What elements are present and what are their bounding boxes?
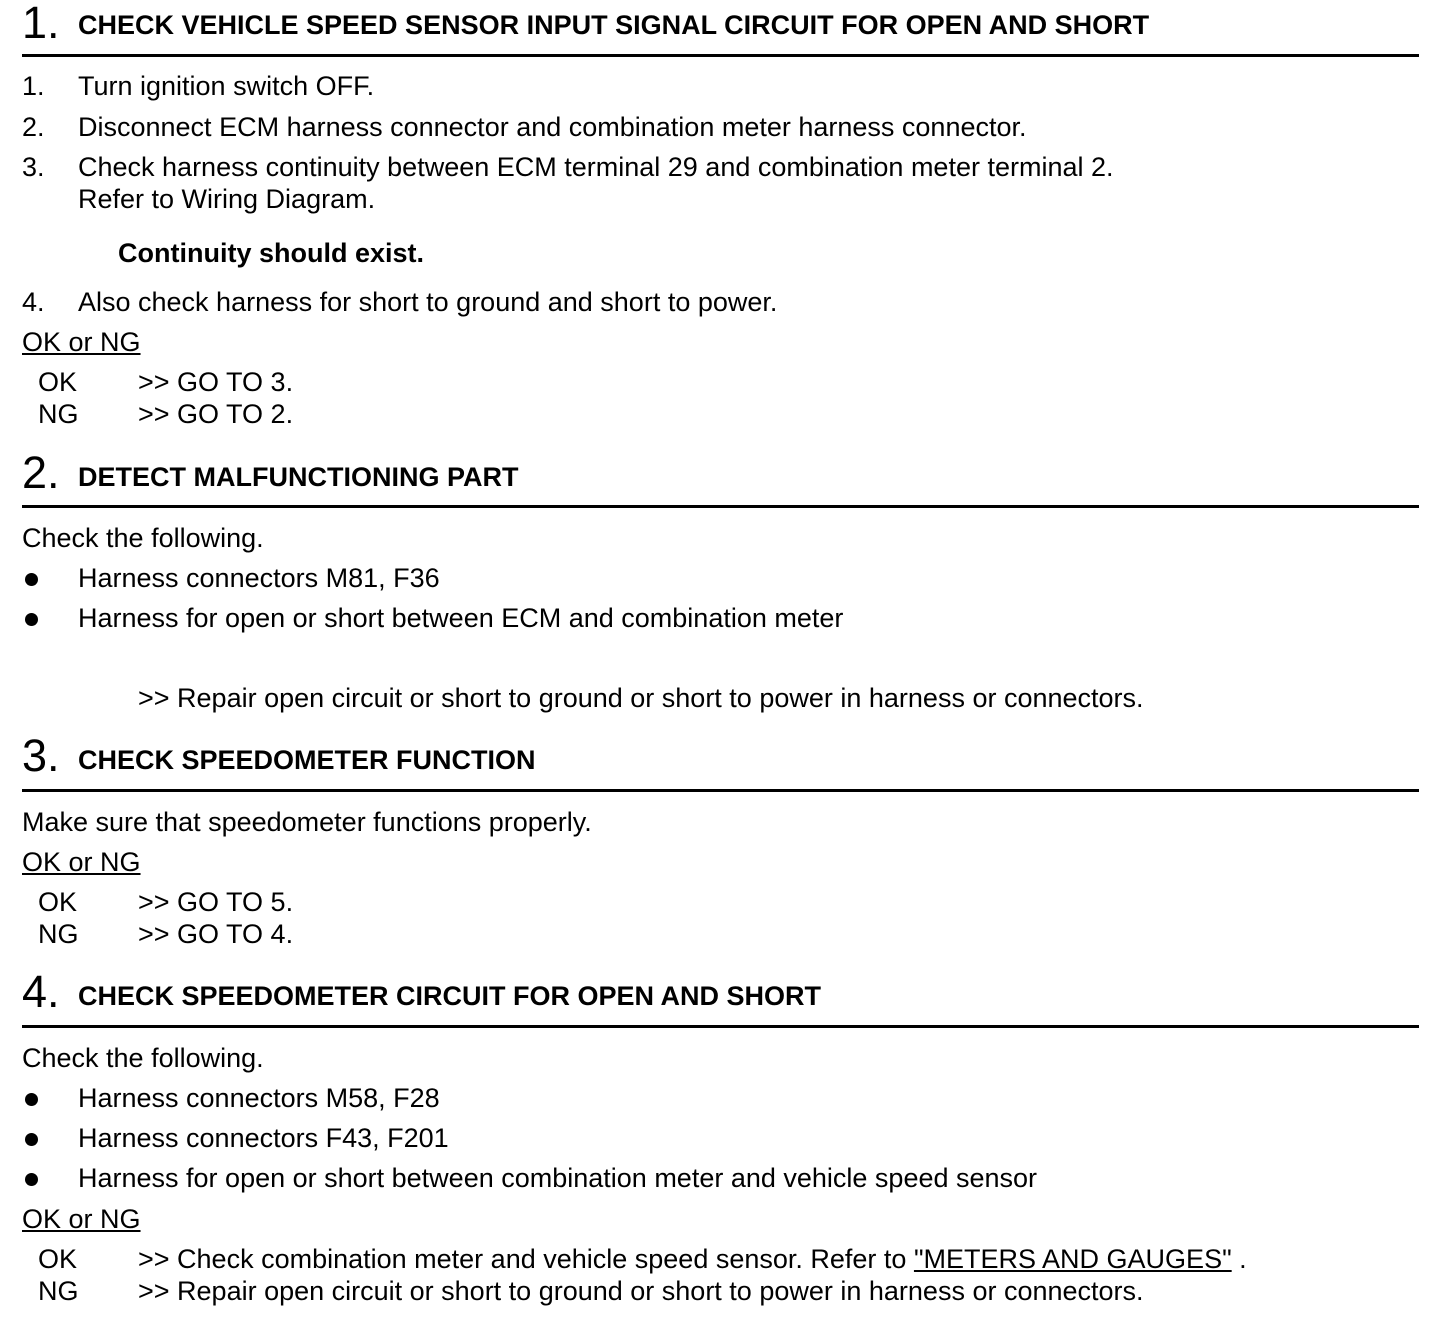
step-3-ok-or-ng: OK or NG <box>22 847 141 877</box>
step-2-result: >> Repair open circuit or short to ground or short to power in harness or connectors. <box>138 683 1144 713</box>
step-4-ok-label: OK <box>38 1244 78 1274</box>
step-2-intro: Check the following. <box>22 523 264 553</box>
step-1-spec: Continuity should exist. <box>118 238 425 268</box>
step-1-item-3-number: 3. <box>22 152 45 182</box>
step-3-ok-result: >> GO TO 5. <box>138 887 294 917</box>
step-4-ng-label: NG <box>38 1276 79 1306</box>
step-1-ok-result: >> GO TO 3. <box>138 367 294 397</box>
bullet-icon <box>25 1173 38 1186</box>
step-1-title: CHECK VEHICLE SPEED SENSOR INPUT SIGNAL CIRCUIT FOR OPEN AND SHORT <box>78 10 1150 40</box>
step-1-divider <box>22 54 1419 57</box>
bullet-icon <box>25 573 38 586</box>
step-1-item-4-number: 4. <box>22 287 45 317</box>
bullet-icon <box>25 613 38 626</box>
step-4-ng-result: >> Repair open circuit or short to ground or short to power in harness or connectors. <box>138 1276 1144 1306</box>
step-3-number: 3. <box>22 730 60 781</box>
step-4-bullet-2: Harness connectors F43, F201 <box>78 1123 449 1153</box>
step-4-title: CHECK SPEEDOMETER CIRCUIT FOR OPEN AND SHORT <box>78 981 822 1011</box>
step-3-title: CHECK SPEEDOMETER FUNCTION <box>78 745 536 775</box>
step-3-ng-result: >> GO TO 4. <box>138 919 294 949</box>
step-4-bullet-1: Harness connectors M58, F28 <box>78 1083 440 1113</box>
step-4-intro: Check the following. <box>22 1043 264 1073</box>
step-4-divider <box>22 1025 1419 1028</box>
bullet-icon <box>25 1133 38 1146</box>
step-4-bullet-3: Harness for open or short between combination meter and vehicle speed sensor <box>78 1163 1038 1193</box>
step-4-ok-result-end: . <box>1231 1244 1247 1274</box>
step-4-ok-result <box>138 1246 1247 1273</box>
step-3-intro: Make sure that speedometer functions properly. <box>22 807 592 837</box>
meters-and-gauges-link[interactable]: "METERS AND GAUGES" <box>913 1244 1232 1274</box>
step-2-bullet-2: Harness for open or short between ECM and combination meter <box>78 603 844 633</box>
step-4-ok-result-text: >> Check combination meter and vehicle speed sensor. Refer to <box>138 1244 914 1274</box>
step-1-ok-label: OK <box>38 367 78 397</box>
step-1-ng-result: >> GO TO 2. <box>138 399 294 429</box>
step-1-item-2-number: 2. <box>22 112 45 142</box>
step-1-item-2-text: Disconnect ECM harness connector and combination meter harness connector. <box>78 112 1027 142</box>
bullet-icon <box>25 1093 38 1106</box>
step-1-ng-label: NG <box>38 399 79 429</box>
step-2-title: DETECT MALFUNCTIONING PART <box>78 462 519 492</box>
step-1-item-1-text: Turn ignition switch OFF. <box>78 71 375 101</box>
step-1-ok-or-ng: OK or NG <box>22 327 141 357</box>
step-4-ok-or-ng: OK or NG <box>22 1204 141 1234</box>
step-1-number: 1. <box>22 0 60 48</box>
step-3-ng-label: NG <box>38 919 79 949</box>
step-1-item-3-text-line2: Refer to Wiring Diagram. <box>78 184 376 214</box>
step-2-divider <box>22 505 1419 508</box>
step-1-item-4-text: Also check harness for short to ground and short to power. <box>78 287 778 317</box>
step-4-number: 4. <box>22 966 60 1017</box>
step-1-item-1-number: 1. <box>22 71 45 101</box>
step-2-bullet-1: Harness connectors M81, F36 <box>78 563 440 593</box>
step-3-divider <box>22 789 1419 792</box>
step-2-number: 2. <box>22 447 60 498</box>
step-1-item-3-text: Check harness continuity between ECM terminal 29 and combination meter terminal 2. <box>78 152 1114 182</box>
step-3-ok-label: OK <box>38 887 78 917</box>
